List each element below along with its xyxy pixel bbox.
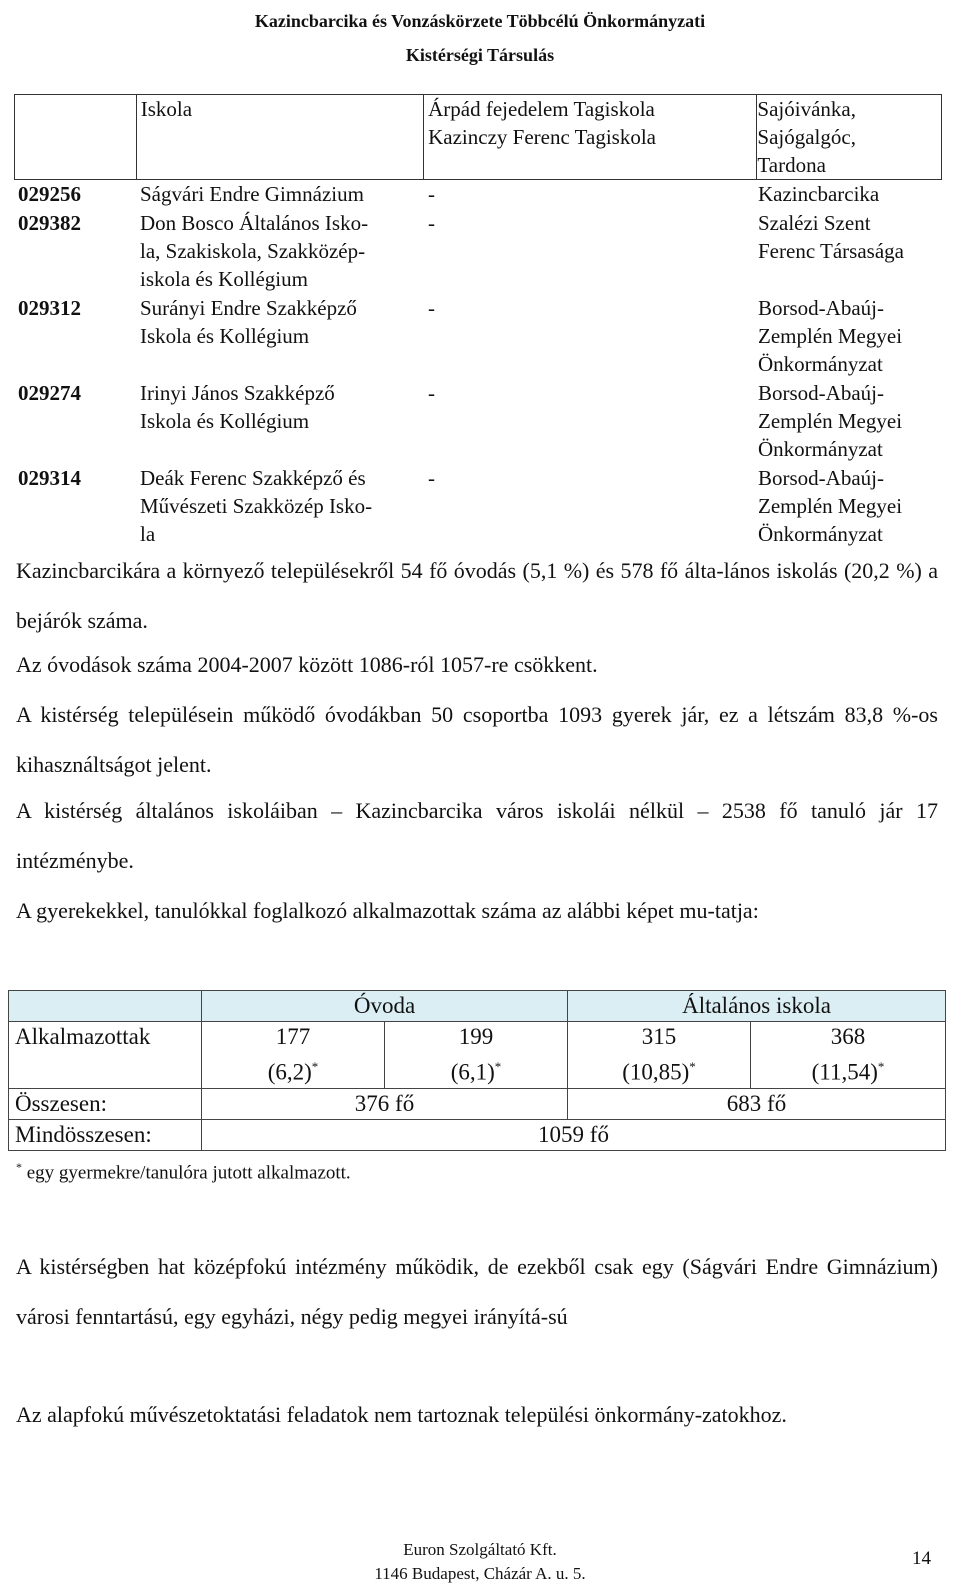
staff-header-empty: [9, 991, 202, 1022]
institution-name-line: Deák Ferenc Szakképző és: [140, 466, 366, 490]
staff-value-kindergarten-2: [385, 1022, 568, 1089]
ratio: (11,54)*: [811, 1059, 885, 1085]
institution-member-dash: -: [428, 381, 435, 405]
institution-member-dash: -: [428, 296, 435, 320]
institution-name-line: Iskola és Kollégium: [140, 409, 310, 433]
institution-owner-line: Borsod-Abaúj-: [758, 296, 884, 320]
value: 199: [458, 1024, 494, 1049]
institution-name-line: Surányi Endre Szakképző: [140, 296, 357, 320]
footnote-text: egy gyermekre/tanulóra jutott alkalmazott.: [26, 1162, 351, 1184]
staff-header-row: [9, 991, 946, 1022]
staff-value-primary-2: [751, 1022, 946, 1089]
paragraph-art-education: Az alapfokú művészetoktatási feladatok nem tartoznak települési önkormány-zatokhoz.: [16, 1402, 787, 1427]
staff-row-label-total: Összesen:: [9, 1088, 202, 1119]
institution-row: [14, 209, 942, 294]
staff-value-primary-1: [568, 1022, 751, 1089]
staff-primary-total: 683 fő: [568, 1088, 946, 1119]
institution-row-first: [14, 94, 942, 180]
header-line-1: Kazincbarcika és Vonzáskörzete Többcélú Önkormányzati: [254, 11, 706, 31]
location-2: Sajógalgóc,: [757, 125, 856, 149]
institution-name-line: Don Bosco Általános Isko-: [140, 211, 369, 235]
institution-owner-line: Önkormányzat: [758, 352, 883, 376]
document-header: [0, 4, 960, 72]
institution-code: 029274: [18, 381, 81, 405]
institution-owner: [758, 379, 942, 463]
member-school-1: Árpád fejedelem Tagiskola: [428, 97, 655, 121]
staff-header-kindergarten: Óvoda: [202, 991, 568, 1022]
institution-owner: [758, 180, 942, 208]
institution-name: [136, 379, 424, 463]
staff-kindergarten-total: 376 fő: [202, 1088, 568, 1119]
header-line-2: Kistérségi Társulás: [405, 45, 555, 65]
ratio: (10,85)*: [622, 1059, 696, 1085]
institution-name: [136, 209, 424, 293]
institution-row: [14, 379, 942, 464]
institution-row: [14, 464, 942, 548]
institution-owner: [758, 464, 942, 548]
institution-code: 029314: [18, 466, 81, 490]
institution-owner-line: Önkormányzat: [758, 437, 883, 461]
institution-name-line: la, Szakiskola, Szakközép-: [140, 239, 366, 263]
staff-row-employees: [9, 1022, 946, 1089]
staff-row-label-employees: Alkalmazottak: [9, 1022, 202, 1089]
institution-owner-line: Zemplén Megyei: [758, 324, 903, 348]
value: 315: [641, 1024, 677, 1049]
institution-name: [136, 464, 424, 548]
paragraph-kindergarten-count: Az óvodások száma 2004-2007 között 1086-ról 1057-re csökkent.: [16, 652, 598, 677]
paragraph-staff-intro: A gyerekekkel, tanulókkal foglalkozó alkalmazottak száma az alábbi képet mu-tatja:: [16, 898, 759, 923]
cell-member-schools: [423, 95, 756, 179]
institution-name: [136, 180, 424, 208]
staff-table: [8, 990, 946, 1151]
institution-name-line: iskola és Kollégium: [140, 267, 308, 291]
staff-value-kindergarten-1: [202, 1022, 385, 1089]
footer: [0, 1538, 960, 1586]
institution-name-line: Iskola és Kollégium: [140, 324, 310, 348]
paragraph-secondary-institutions: A kistérségben hat középfokú intézmény működik, de ezekből csak egy (Ságvári Endre Gimnázium) városi fenntartású, egy egyházi, négy pedig megyei irányítá-sú: [16, 1254, 938, 1329]
institution-owner-line: Borsod-Abaúj-: [758, 381, 884, 405]
value: 368: [830, 1024, 866, 1049]
location-3: Tardona: [757, 153, 826, 177]
institution-owner-line: Szalézi Szent: [758, 211, 871, 235]
institution-owner-line: Ferenc Társasága: [758, 239, 904, 263]
institution-name: [136, 294, 424, 378]
institution-owner: [758, 209, 942, 293]
institution-owner-line: Kazincbarcika: [758, 182, 880, 206]
location-1: Sajóivánka,: [757, 97, 856, 121]
institution-member-dash: -: [428, 182, 435, 206]
institution-owner: [758, 294, 942, 378]
institution-member-dash: -: [428, 211, 435, 235]
institution-name-line: Irinyi János Szakképző: [140, 381, 335, 405]
institution-member-dash: -: [428, 466, 435, 490]
value: 177: [275, 1024, 311, 1049]
institution-row: [14, 180, 942, 209]
staff-row-total: [9, 1088, 946, 1119]
page-number: 14: [912, 1548, 931, 1569]
staff-row-label-grand-total: Mindösszesen:: [9, 1119, 202, 1150]
staff-header-primary: Általános iskola: [568, 991, 946, 1022]
ratio: (6,2)*: [267, 1059, 319, 1085]
institution-owner-line: Zemplén Megyei: [758, 494, 903, 518]
institution-owner-line: Önkormányzat: [758, 522, 883, 546]
institution-code: 029312: [18, 296, 81, 320]
cell-type: Iskola: [136, 95, 423, 179]
institution-name-line: la: [140, 522, 156, 546]
footnote: [16, 1160, 351, 1184]
institution-row: [14, 294, 942, 379]
member-school-2: Kazinczy Ferenc Tagiskola: [428, 125, 657, 149]
staff-row-grand-total: [9, 1119, 946, 1150]
institution-name-line: Művészeti Szakközép Isko-: [140, 494, 373, 518]
paragraph-commuters: Kazincbarcikára a környező településekről 54 fő óvodás (5,1 %) és 578 fő álta-lános iskolás (20,2 %) a bejárók száma.: [16, 558, 938, 633]
institution-name-line: Ságvári Endre Gimnázium: [140, 182, 364, 206]
footnote-star: *: [16, 1160, 22, 1174]
cell-locations: [756, 95, 942, 179]
institution-code: 029382: [18, 211, 81, 235]
institution-owner-line: Borsod-Abaúj-: [758, 466, 884, 490]
ratio: (6,1)*: [450, 1059, 502, 1085]
institution-table: [14, 94, 942, 548]
staff-grand-total: 1059 fő: [202, 1119, 946, 1150]
institution-code: 029256: [18, 182, 81, 206]
paragraph-primary-schools: A kistérség általános iskoláiban – Kazincbarcika város iskolái nélkül – 2538 fő tanuló jár 17 intézménybe.: [16, 798, 938, 873]
footer-address: 1146 Budapest, Cházár A. u. 5.: [374, 1564, 586, 1583]
cell-code-empty: [14, 95, 136, 179]
paragraph-kindergarten-groups: A kistérség településein működő óvodákban 50 csoportba 1093 gyerek jár, ez a létszám 83,8 %-os kihasználtságot jelent.: [16, 702, 938, 777]
institution-owner-line: Zemplén Megyei: [758, 409, 903, 433]
footer-company: Euron Szolgáltató Kft.: [403, 1540, 557, 1559]
